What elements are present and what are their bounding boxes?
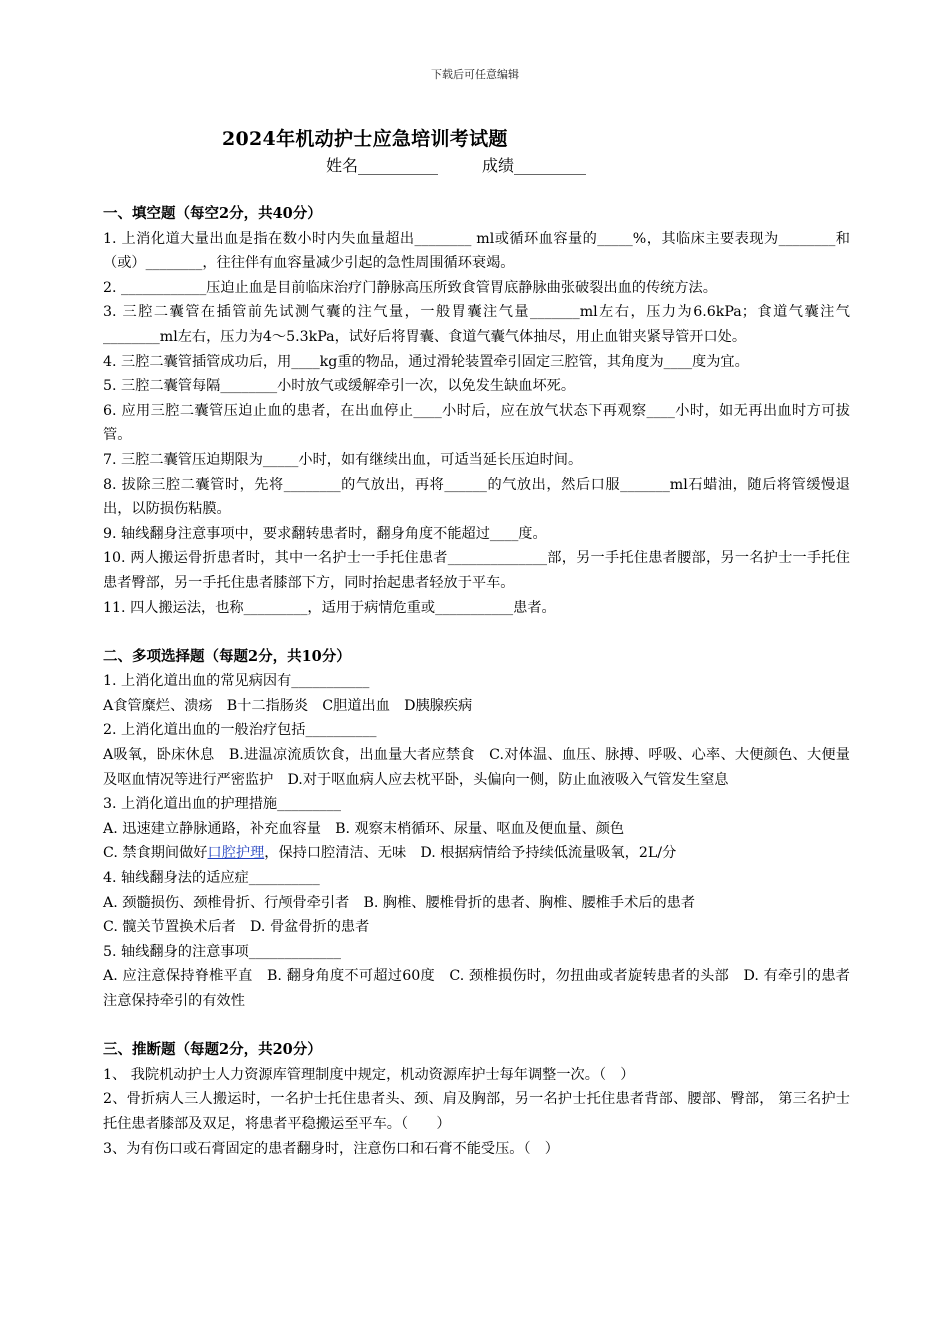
option-c-prefix: C. 禁食期间做好 bbox=[103, 845, 208, 862]
fill-question-10: 10. 两人搬运骨折患者时，其中一名护士一手托住患者______________部，另一手托住患者腰部，另一名护士一手托住患者臀部，另一手托住患者膝部下方，同时抬起患者轻放于平车。 bbox=[103, 550, 850, 591]
fill-question-8: 8. 拔除三腔二囊管时，先将________的气放出，再将______的气放出，然后口服_______ml石蜡油，随后将管缓慢退出，以防损伤粘膜。 bbox=[103, 476, 850, 518]
exam-content bbox=[103, 202, 850, 1161]
choice-question-2-options: A吸氧，卧床休息 B.进温凉流质饮食，出血量大者应禁食 C.对体温、血压、脉搏、呼吸、心率、大便颜色、大便量及呕血情况等进行严密监护 D.对于呕血病人应去枕平卧，头偏向一侧，防止血液吸入气管发生窒息 bbox=[103, 747, 850, 788]
name-field: 姓名__________ bbox=[326, 156, 439, 175]
fill-question-9: 9. 轴线翻身注意事项中，要求翻转患者时，翻身角度不能超过____度。 bbox=[103, 525, 547, 542]
fill-question-7: 7. 三腔二囊管压迫期限为_____小时，如有继续出血，可适当延长压迫时间。 bbox=[103, 451, 583, 468]
judge-question-1: 1、 我院机动护士人力资源库管理制度中规定，机动资源库护士每年调整一次。（ ） bbox=[103, 1066, 635, 1083]
choice-question-3-options-cd bbox=[103, 841, 850, 866]
choice-question-5: 5. 轴线翻身的注意事项_____________ bbox=[103, 943, 341, 960]
judge-question-3: 3、为有伤口或石膏固定的患者翻身时，注意伤口和石膏不能受压。（ ） bbox=[103, 1140, 559, 1157]
choice-question-4: 4. 轴线翻身法的适应症__________ bbox=[103, 870, 320, 887]
choice-question-4-options-cd: C. 髋关节置换术后者 D. 骨盆骨折的患者 bbox=[103, 919, 370, 936]
fill-question-5: 5. 三腔二囊管每隔________小时放气或缓解牵引一次，以免发生缺血坏死。 bbox=[103, 378, 576, 395]
name-score-line bbox=[326, 153, 586, 176]
page-header-note: 下载后可任意编辑 bbox=[431, 68, 519, 81]
choice-question-2: 2. 上消化道出血的一般治疗包括__________ bbox=[103, 722, 377, 739]
fill-question-11: 11. 四人搬运法，也称_________，适用于病情危重或___________患者。 bbox=[103, 599, 556, 616]
section3-title: 三、推断题（每题2分，共20分） bbox=[103, 1041, 322, 1059]
section2-title: 二、多项选择题（每题2分，共10分） bbox=[103, 647, 351, 665]
choice-question-5-options: A. 应注意保持脊椎平直 B. 翻身角度不可超过60度 C. 颈椎损伤时，勿扭曲或者旋转患者的头部 D. 有牵引的患者注意保持牵引的有效性 bbox=[103, 968, 850, 1009]
choice-question-4-options-ab: A. 颈髓损伤、颈椎骨折、行颅骨牵引者 B. 胸椎、腰椎骨折的患者、胸椎、腰椎手术后的患者 bbox=[103, 894, 696, 911]
option-c-suffix: ，保持口腔清洁、无味 D. 根据病情给予持续低流量吸氧，2L/分 bbox=[264, 845, 677, 862]
choice-question-3: 3. 上消化道出血的护理措施_________ bbox=[103, 796, 341, 813]
fill-question-2: 2. ____________压迫止血是目前临床治疗门静脉高压所致食管胃底静脉曲张破裂出血的传统方法。 bbox=[103, 279, 717, 296]
score-field: 成绩_________ bbox=[482, 156, 587, 175]
oral-care-link[interactable]: 口腔护理 bbox=[207, 845, 265, 862]
choice-question-1: 1. 上消化道出血的常见病因有___________ bbox=[103, 673, 370, 690]
choice-question-3-options-ab: A. 迅速建立静脉通路，补充血容量 B. 观察末梢循环、尿量、呕血及便血量、颜色 bbox=[103, 820, 625, 837]
fill-question-1: 1. 上消化道大量出血是指在数小时内失血量超出________ ml或循环血容量的_____%，其临床主要表现为________和（或）________，往往伴有血容量减少引起的急性周围循环衰竭。 bbox=[103, 230, 850, 272]
judge-question-2: 2、骨折病人三人搬运时，一名护士托住患者头、颈、肩及胸部，另一名护士托住患者背部、腰部、臀部， 第三名护士托住患者膝部及双足，将患者平稳搬运至平车。（ ） bbox=[103, 1091, 850, 1132]
exam-title: 2024年机动护士应急培训考试题 bbox=[222, 128, 508, 150]
choice-question-1-options: A食管糜烂、溃疡 B十二指肠炎 C胆道出血 D胰腺疾病 bbox=[103, 697, 473, 714]
fill-question-4: 4. 三腔二囊管插管成功后，用____kg重的物品，通过滑轮装置牵引固定三腔管，其角度为____度为宜。 bbox=[103, 353, 749, 370]
section1-title: 一、填空题（每空2分，共40分） bbox=[103, 205, 322, 222]
fill-question-3: 3. 三腔二囊管在插管前先试测气囊的注气量，一般胃囊注气量_______ml左右，压力为6.6kPa；食道气囊注气________ml左右，压力为4～5.3kPa，试好后将胃囊、食道气囊气体抽尽，用止血钳夹紧导管开口处。 bbox=[103, 304, 850, 345]
fill-question-6: 6. 应用三腔二囊管压迫止血的患者，在出血停止____小时后，应在放气状态下再观察____小时，如无再出血时方可拔管。 bbox=[103, 402, 850, 444]
